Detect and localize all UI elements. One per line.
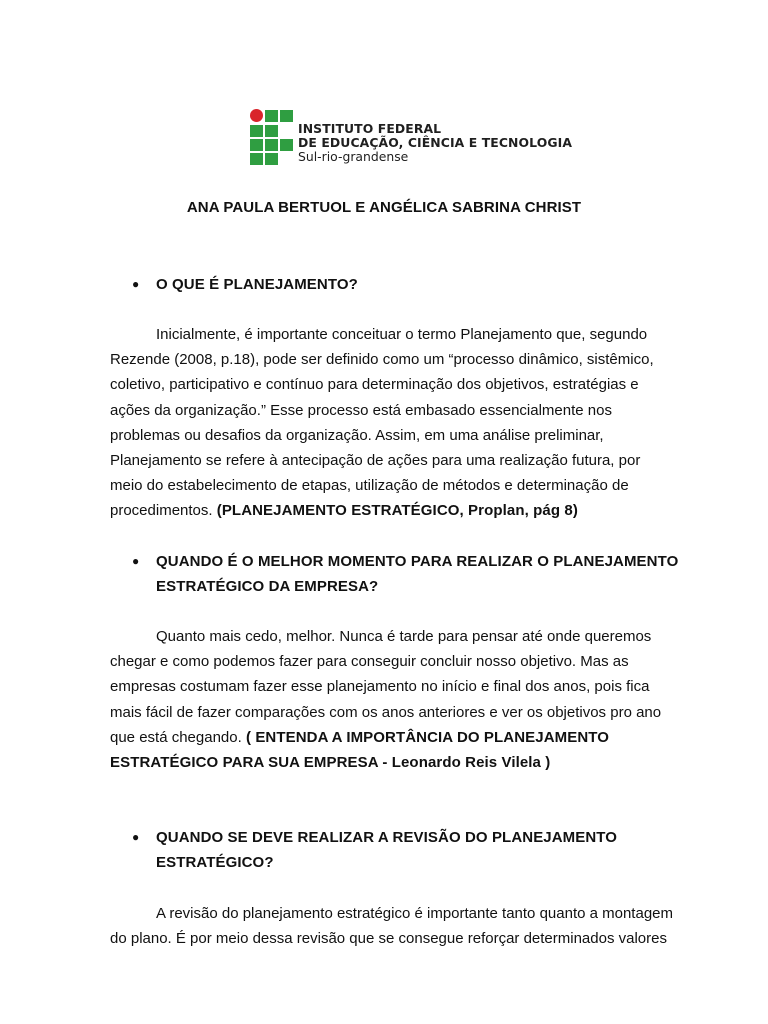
reference-citation: ESTRATÉGICO PARA SUA EMPRESA - Leonardo Reis Vilela )	[110, 754, 551, 772]
paragraph-line: meio do estabelecimento de etapas, utilização de métodos e determinação de	[110, 477, 629, 495]
paragraph-line: Planejamento se refere à antecipação de ações para uma realização futura, por	[110, 452, 641, 470]
paragraph-text: que está chegando.	[110, 728, 242, 746]
paragraph-line: ações da organização.” Esse processo está embasado essencialmente nos	[110, 401, 612, 419]
question-heading	[156, 825, 716, 875]
reference-citation: ( ENTENDA A IMPORTÂNCIA DO PLANEJAMENTO	[245, 728, 610, 746]
paragraph-line: Inicialmente, é importante conceituar o termo Planejamento que, segundo	[156, 326, 648, 343]
paragraph-line: problemas ou desafios da organização. Assim, em uma análise preliminar,	[110, 426, 604, 444]
question-line: QUANDO SE DEVE REALIZAR A REVISÃO DO PLANEJAMENTO	[156, 829, 618, 846]
paragraph-line: Quanto mais cedo, melhor. Nunca é tarde para pensar até onde queremos	[156, 628, 652, 645]
question-line: QUANDO É O MELHOR MOMENTO PARA REALIZAR O PLANEJAMENTO	[156, 553, 679, 570]
paragraph-text: procedimentos.	[110, 502, 213, 520]
paragraph-line: A revisão do planejamento estratégico é importante tanto quanto a montagem	[156, 905, 673, 922]
authors-heading: ANA PAULA BERTUOL E ANGÉLICA SABRINA CHRIST	[186, 199, 582, 216]
paragraph-line: empresas costumam fazer esse planejamento no início e final dos anos, pois fica	[110, 678, 650, 696]
question-heading: O QUE É PLANEJAMENTO?	[156, 276, 358, 293]
logo-mark-icon	[249, 108, 295, 166]
paragraph	[110, 322, 692, 524]
institution-logo	[249, 108, 573, 168]
paragraph-line: do plano. É por meio dessa revisão que se consegue reforçar determinados valores	[110, 930, 667, 948]
bullet-icon: ●	[132, 830, 140, 844]
question-heading	[156, 549, 716, 599]
paragraph-line	[110, 498, 692, 523]
paragraph-line: coletivo, participativo e contínuo para determinação dos objetivos, estratégias e	[110, 376, 639, 394]
reference-citation: (PLANEJAMENTO ESTRATÉGICO, Proplan, pág 8)	[216, 502, 578, 520]
logo-line-1: INSTITUTO FEDERAL	[298, 121, 442, 136]
question-line: ESTRATÉGICO?	[156, 854, 274, 871]
question-line: ESTRATÉGICO DA EMPRESA?	[156, 578, 379, 595]
bullet-icon: ●	[132, 554, 140, 568]
paragraph	[110, 624, 692, 775]
bullet-icon: ●	[132, 277, 140, 291]
paragraph-line: chegar e como podemos fazer para conseguir concluir nosso objetivo. Mas as	[110, 653, 629, 671]
logo-text	[298, 122, 572, 164]
paragraph-line: mais fácil de fazer comparações com os anos anteriores e ver os objetivos pro ano	[110, 703, 662, 721]
paragraph-line: Rezende (2008, p.18), pode ser definido como um “processo dinâmico, sistêmico,	[110, 351, 654, 369]
paragraph	[110, 901, 692, 951]
paragraph-line	[110, 725, 692, 750]
logo-line-2: DE EDUCAÇÃO, CIÊNCIA E TECNOLOGIA	[298, 135, 573, 150]
logo-line-3: Sul-rio-grandense	[298, 149, 409, 164]
